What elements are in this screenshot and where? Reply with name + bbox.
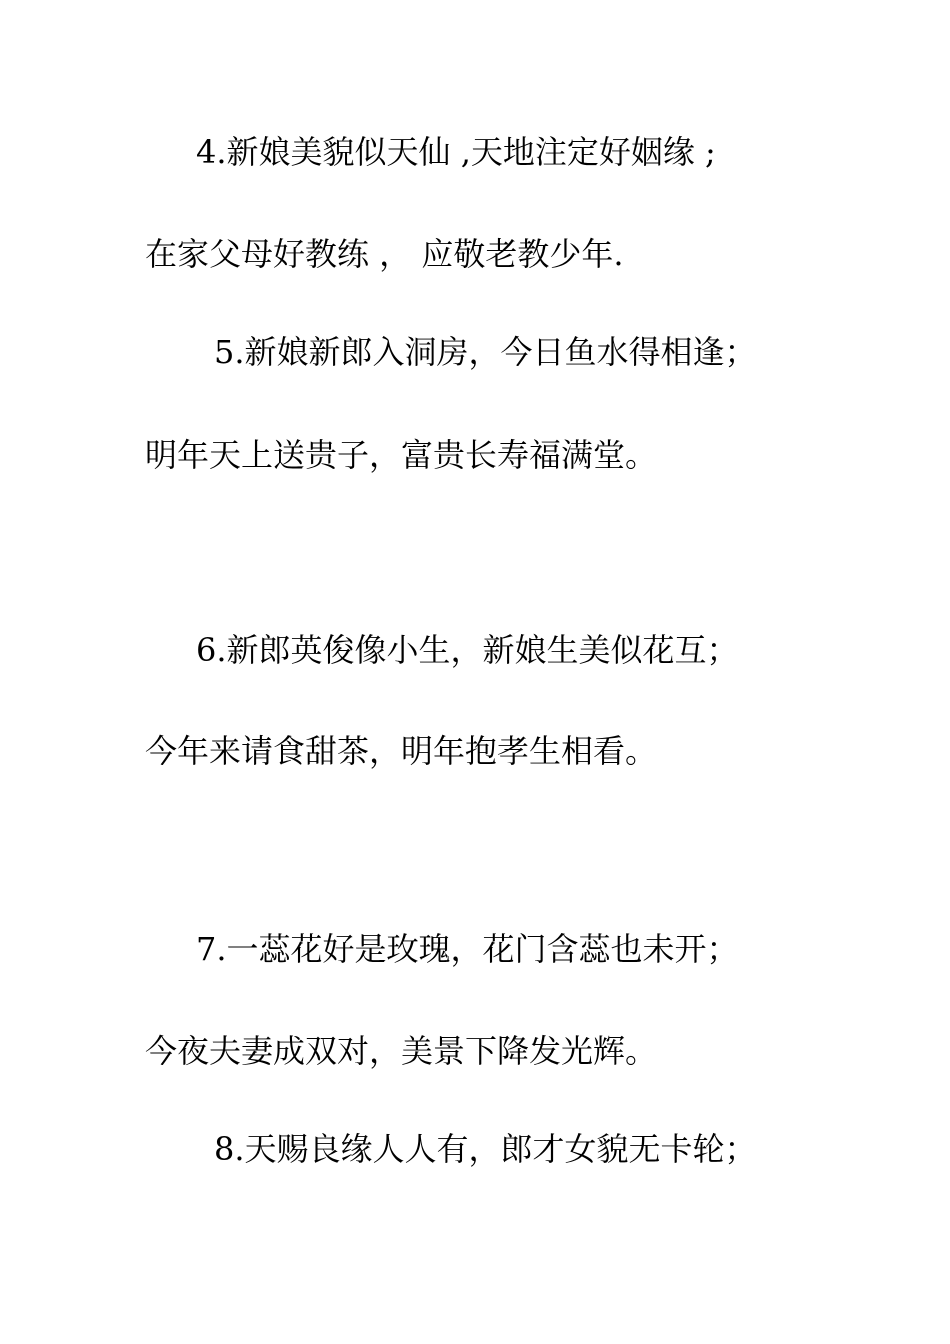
verse-4-line-1: 4.新娘美貌似天仙 ,天地注定好姻缘 ; [196, 133, 716, 171]
verse-5-line-1: 5.新娘新郎入洞房，今日鱼水得相逢； [214, 333, 757, 371]
verse-8-line-1: 8.天赐良缘人人有，郎才女貌无卡轮； [214, 1130, 757, 1168]
verse-6-line-2: 今年来请食甜茶，明年抱孝生相看。 [145, 732, 658, 770]
verse-6-line-1: 6.新郎英俊像小生，新娘生美似花互； [196, 631, 739, 669]
verse-7-line-1: 7.一蕊花好是玫瑰，花门含蕊也未开； [196, 930, 739, 968]
verse-5-line-2: 明年天上送贵子，富贵长寿福满堂。 [145, 436, 658, 474]
verse-7-line-2: 今夜夫妻成双对，美景下降发光辉。 [145, 1032, 658, 1070]
verse-4-line-2: 在家父母好教练 ， 应敬老教少年. [145, 235, 624, 273]
